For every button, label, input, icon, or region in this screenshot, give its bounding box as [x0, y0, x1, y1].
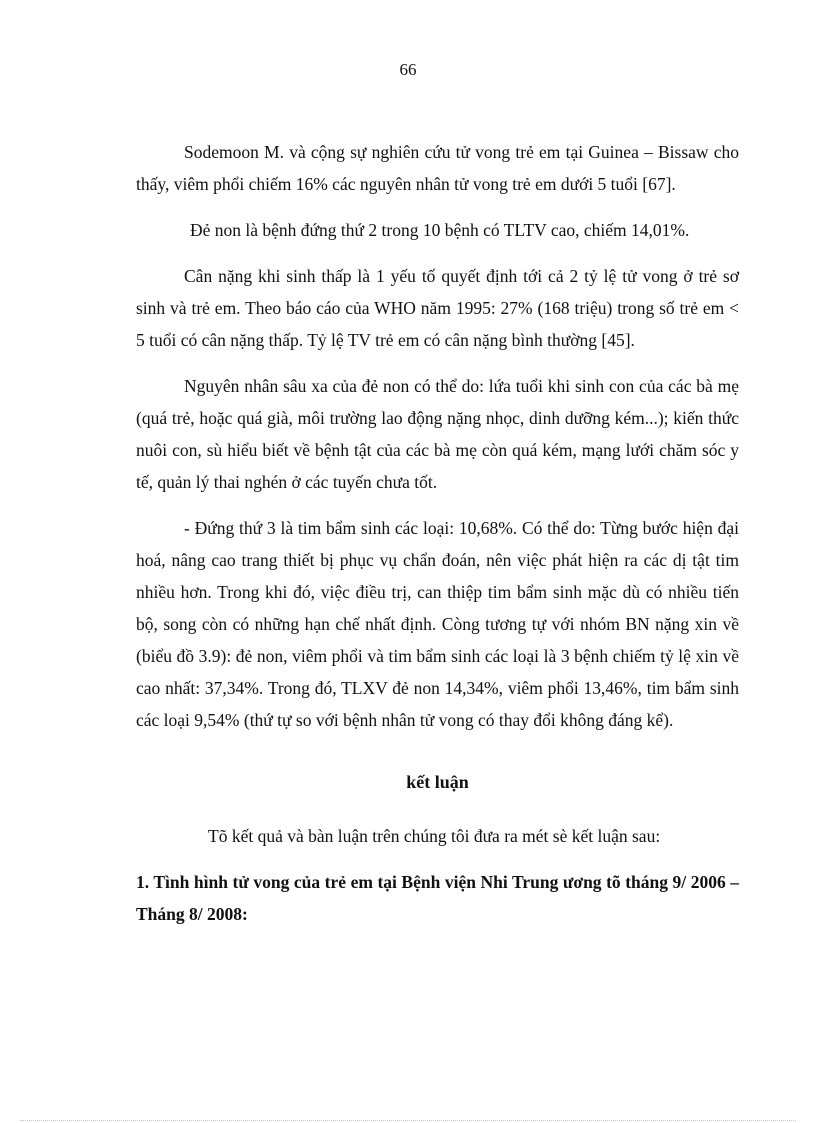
conclusion-item-1: 1. Tình hình tử vong của trẻ em tại Bệnh viện Nhi Trung ương tõ tháng 9/ 2006 – Tháng 8/ 2008: — [136, 872, 739, 924]
paragraph-preterm-causes: Nguyên nhân sâu xa của đẻ non có thể do: lứa tuổi khi sinh con của các bà mẹ (quá trẻ, hoặc quá già, môi trường lao động nặng nhọc, dinh dưỡng kém...); kiến thức nuôi con, sù hiểu biết về bệnh tật của các bà mẹ còn quá kém, mạng lưới chăm sóc y tế, quản lý thai nghén ở các tuyến chưa tốt. — [136, 376, 739, 492]
page-number: 66 — [399, 60, 417, 79]
paragraph-guinea-study: Sodemoon M. và cộng sự nghiên cứu tử vong trẻ em tại Guinea – Bissaw cho thấy, viêm phổi chiếm 16% các nguyên nhân tử vong trẻ em dưới 5 tuổi [67]. — [136, 142, 739, 194]
paragraph-congenital-heart: - Đứng thứ 3 là tim bẩm sinh các loại: 10,68%. Có thể do: Từng bước hiện đại hoá, nâng cao trang thiết bị phục vụ chẩn đoán, nên việc phát hiện ra các dị tật tim nhiều hơn. Trong khi đó, việc điều trị, can thiệp tim bẩm sinh mặc dù có nhiều tiến bộ, song còn có những hạn chế nhất định. Còng tương tự với nhóm BN nặng xin về (biểu đồ 3.9): đẻ non, viêm phổi và tim bẩm sinh các loại là 3 bệnh chiếm tỷ lệ xin về cao nhất: 37,34%. Trong đó, TLXV đẻ non 14,34%, viêm phổi 13,46%, tim bẩm sinh các loại 9,54% (thứ tự so với bệnh nhân tử vong có thay đổi không đáng kể). — [136, 518, 739, 730]
page-bottom-divider — [20, 1120, 796, 1121]
document-body — [136, 136, 739, 930]
conclusion-intro: Tõ kết quả và bàn luận trên chúng tôi đưa ra mét sè kết luận sau: — [208, 826, 661, 846]
paragraph-low-birth-weight: Cân nặng khi sinh thấp là 1 yếu tố quyết định tới cả 2 tỷ lệ tử vong ở trẻ sơ sinh và trẻ em. Theo báo cáo của WHO năm 1995: 27% (168 triệu) trong số trẻ em < 5 tuổi có cân nặng thấp. Tỷ lệ TV trẻ em có cân nặng bình thường [45]. — [136, 266, 739, 350]
paragraph-preterm-rank: Đẻ non là bệnh đứng thứ 2 trong 10 bệnh có TLTV cao, chiếm 14,01%. — [190, 220, 690, 240]
section-heading-conclusion: kết luận — [406, 772, 469, 792]
